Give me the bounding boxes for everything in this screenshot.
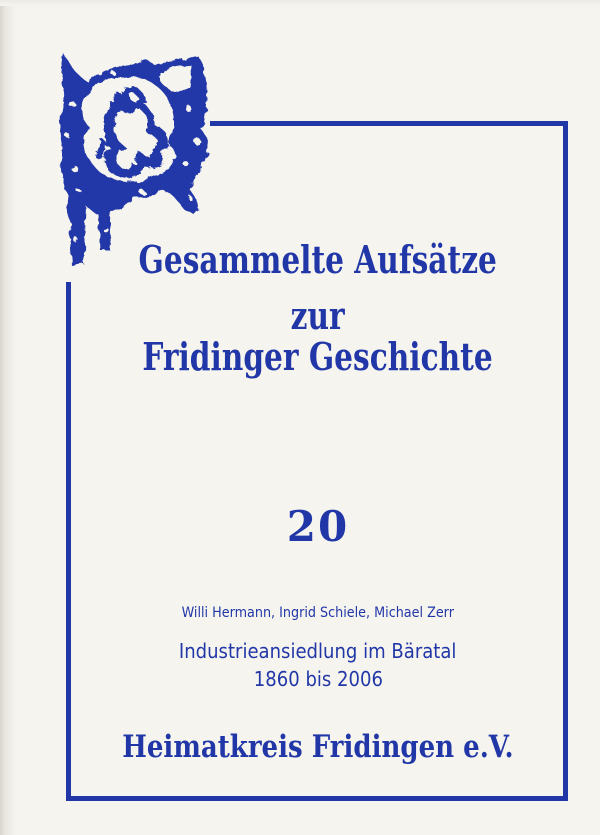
series-title-line1 xyxy=(68,236,568,284)
volume-number: 20 xyxy=(286,502,350,551)
publisher-name xyxy=(68,726,568,768)
authors-line xyxy=(68,603,568,623)
issue-title-line1-text: Industrieansiedlung im Bäratal xyxy=(179,639,457,663)
authors-text: Willi Hermann, Ingrid Schiele, Michael Zerr xyxy=(181,605,455,621)
frame-border-top xyxy=(210,121,568,126)
series-title-line1-text: Gesammelte Aufsätze xyxy=(138,237,498,282)
issue-title-line1 xyxy=(68,637,568,665)
issue-title-line2 xyxy=(68,665,568,693)
scan-shadow-top xyxy=(0,0,600,6)
frame-border-bottom xyxy=(66,796,568,801)
publisher-name-text: Heimatkreis Fridingen e.V. xyxy=(122,729,514,765)
series-title-line3 xyxy=(68,333,568,381)
series-title-line2-text: zur xyxy=(290,293,345,338)
scan-shadow-left xyxy=(0,0,16,835)
frame-border-right xyxy=(563,121,568,801)
series-title-line3-text: Fridinger Geschichte xyxy=(142,334,494,379)
issue-title-line2-text: 1860 bis 2006 xyxy=(253,667,383,691)
